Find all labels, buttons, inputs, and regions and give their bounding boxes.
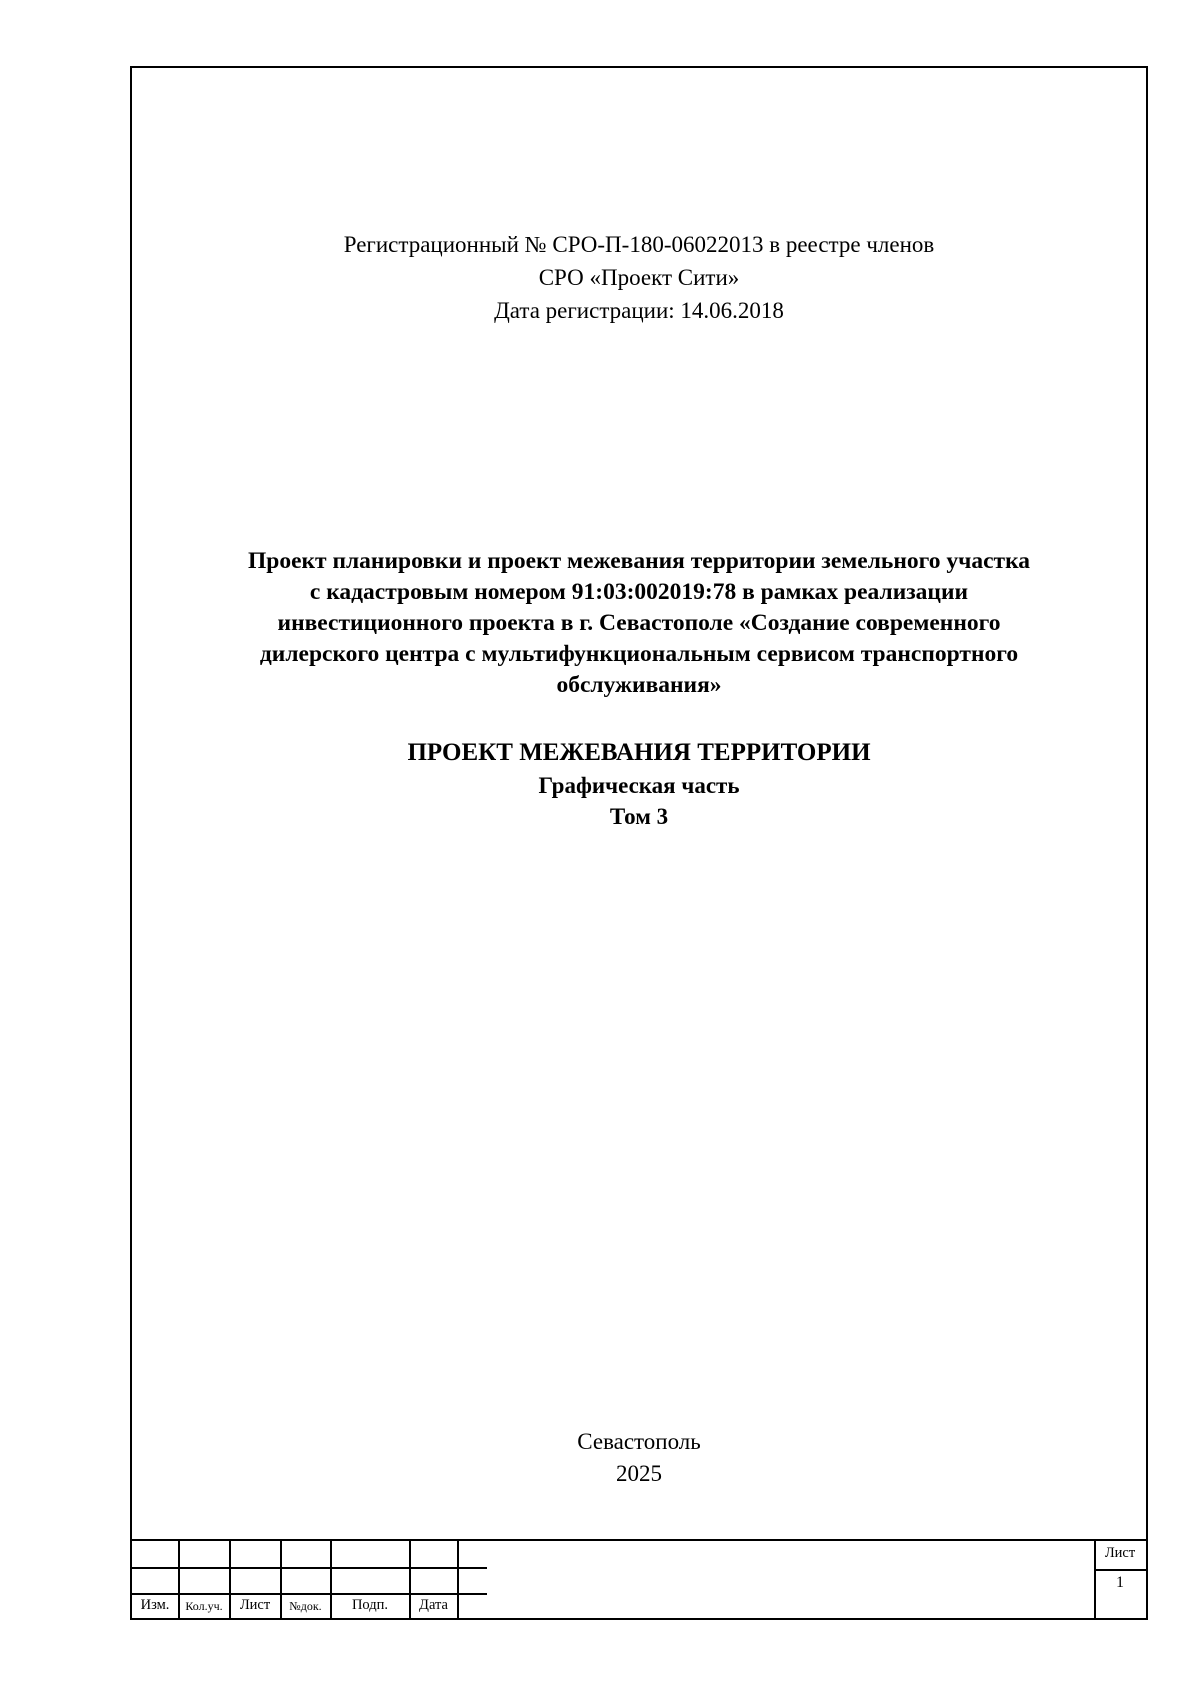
section-heading-block bbox=[132, 736, 1146, 832]
column-label-change: Изм. bbox=[140, 1597, 170, 1613]
city-name: Севастополь bbox=[577, 1429, 701, 1454]
column-label-sheet: Лист bbox=[239, 1597, 271, 1613]
title-block-divider bbox=[1094, 1569, 1146, 1571]
title-block bbox=[132, 1539, 1146, 1618]
drawing-frame bbox=[130, 66, 1148, 1620]
column-label-date: Дата bbox=[419, 1597, 448, 1613]
sheet-label: Лист bbox=[1104, 1545, 1136, 1561]
section-subheading: Графическая часть bbox=[538, 773, 740, 798]
column-label-count: Кол.уч. bbox=[185, 1599, 223, 1613]
column-label-doc-number: №док. bbox=[289, 1599, 322, 1613]
project-title-line: дилерского центра с мультифункциональным сервисом транспортного bbox=[259, 641, 1019, 667]
sheet-number: 1 bbox=[1116, 1574, 1124, 1591]
title-block-divider bbox=[132, 1593, 487, 1595]
volume-label: Том 3 bbox=[609, 804, 669, 829]
year: 2025 bbox=[616, 1461, 662, 1486]
registration-block bbox=[132, 228, 1146, 327]
project-title-line: с кадастровым номером 91:03:002019:78 в рамках реализации bbox=[309, 579, 969, 605]
column-label-signature: Подп. bbox=[351, 1597, 389, 1613]
project-title-line: инвестиционного проекта в г. Севастополе «Создание современного bbox=[277, 610, 1001, 636]
title-block-divider bbox=[132, 1567, 487, 1569]
project-title-line: обслуживания» bbox=[556, 672, 722, 698]
registration-line-2: СРО «Проект Сити» bbox=[538, 265, 740, 290]
section-heading: ПРОЕКТ МЕЖЕВАНИЯ ТЕРРИТОРИИ bbox=[407, 739, 871, 766]
project-title bbox=[172, 546, 1106, 701]
project-title-line: Проект планировки и проект межевания территории земельного участка bbox=[247, 548, 1031, 574]
title-block-divider bbox=[457, 1541, 459, 1618]
registration-line-3: Дата регистрации: 14.06.2018 bbox=[494, 298, 784, 323]
place-and-year bbox=[132, 1426, 1146, 1490]
registration-line-1: Регистрационный № СРО-П-180-06022013 в реестре членов bbox=[343, 232, 935, 257]
